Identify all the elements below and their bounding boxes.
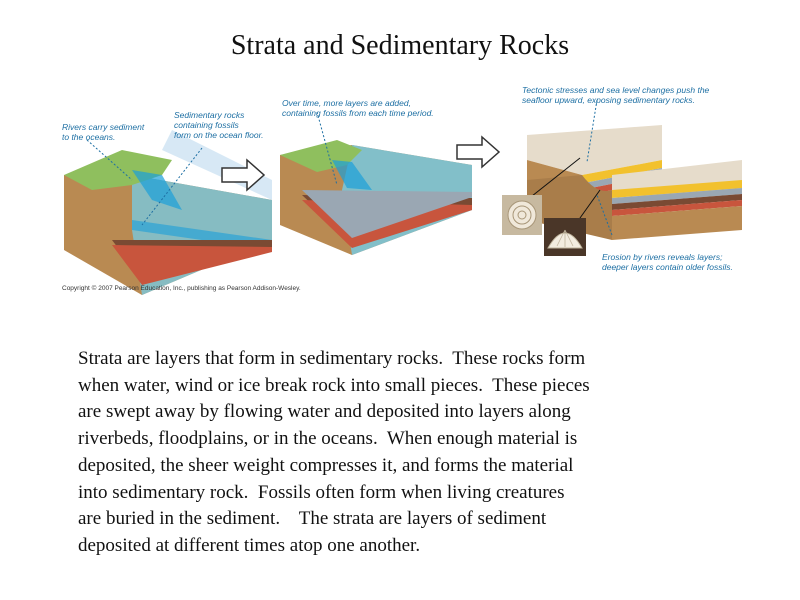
slide-title: Strata and Sedimentary Rocks [230,30,570,61]
label-erosion-reveals-layers: Erosion by rivers reveals layers; deeper layers contain older fossils. [602,252,733,272]
arrow-right-icon-2 [457,137,499,167]
strata-figure [52,80,752,300]
panel-1-river-delta [64,130,272,295]
body-line: into sedimentary rock. Fossils often form when living creatures [78,481,565,503]
panel-2-layers-added [280,112,472,255]
label-sedimentary-rocks-fossils: Sedimentary rocks containing fossils form on the ocean floor. [174,110,264,140]
body-paragraph [78,346,758,560]
body-line: are swept away by flowing water and deposited into layers along [78,401,571,423]
label-rivers-carry-sediment: Rivers carry sediment to the oceans. [62,122,145,142]
body-line: Strata are layers that form in sedimentary rocks. These rocks form [78,348,586,369]
body-line: deposited, the sheer weight compresses it, and forms the material [78,454,574,476]
panel-3-uplifted-strata [502,100,742,256]
body-line: deposited at different times atop one another. [78,534,421,556]
snail-fossil-icon [502,195,542,235]
label-tectonic-stresses: Tectonic stresses and sea level changes push the seafloor upward, exposing sedimentary rocks. [522,85,710,105]
label-more-layers-added: Over time, more layers are added, containing fossils from each time period. [282,98,434,118]
figure-copyright: Copyright © 2007 Pearson Education, Inc., publishing as Pearson Addison-Wesley. [62,285,301,292]
body-line: riverbeds, floodplains, or in the oceans. When enough material is [78,428,578,450]
body-line: when water, wind or ice break rock into small pieces. These pieces [78,374,590,396]
clam-fossil-icon [544,218,586,256]
body-line: are buried in the sediment. The strata are layers of sediment [78,508,547,530]
